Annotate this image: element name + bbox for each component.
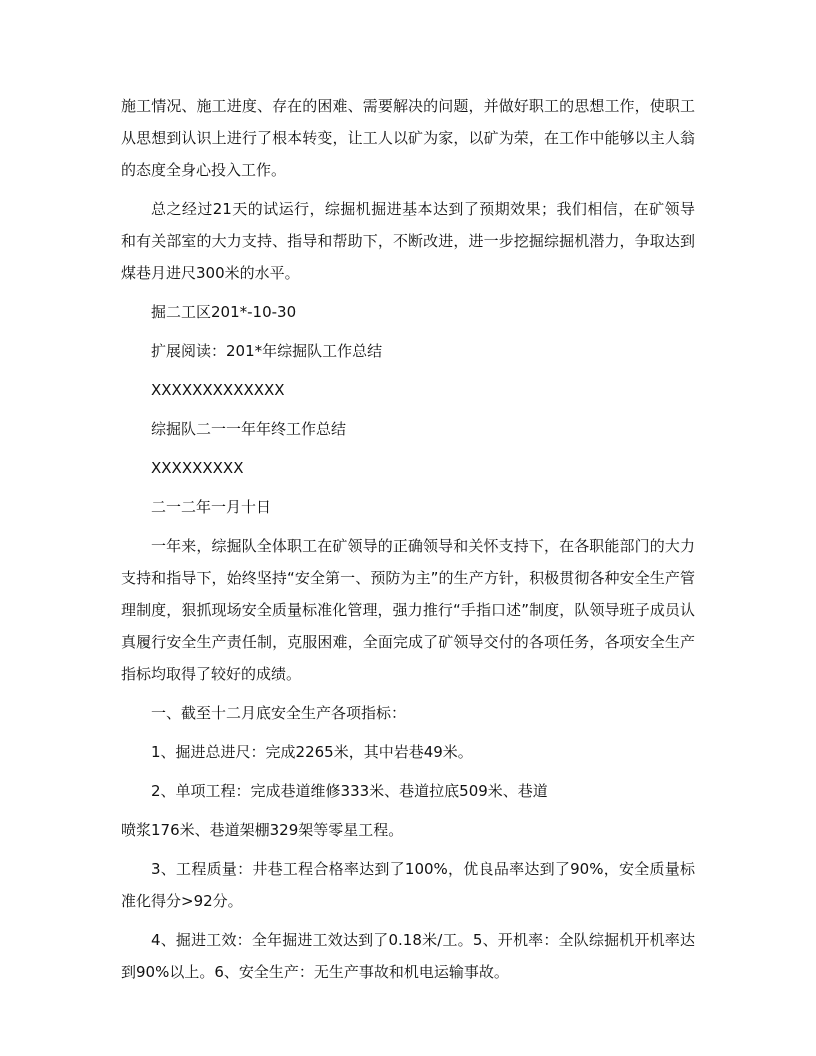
extended-reading-title: 扩展阅读：201*年综掘队工作总结 xyxy=(151,342,383,360)
indicator-footage: 1、掘进总进尺：完成2265米，其中岩巷49米。 xyxy=(151,743,473,761)
indicator-quality: 3、工程质量：井巷工程合格率达到了100%，优良品率达到了90%，安全质量标准化得分>92分。 xyxy=(121,860,695,910)
redacted-line: XXXXXXXXXXXXX xyxy=(151,381,285,399)
redacted-author: XXXXXXXXX xyxy=(151,459,244,477)
section-heading-indicators: 一、截至十二月底安全生产各项指标： xyxy=(151,704,407,722)
document-body xyxy=(121,90,695,995)
indicator-efficiency: 4、掘进工效：全年掘进工效达到了0.18米/工。5、开机率：全队综掘机开机率达到90%以上。6、安全生产：无生产事故和机电运输事故。 xyxy=(121,931,695,981)
indicator-single-projects-cont: 喷浆176米、巷道架棚329架等零星工程。 xyxy=(121,821,404,839)
paragraph-construction-status: 施工情况、施工进度、存在的困难、需要解决的问题，并做好职工的思想工作，使职工从思想到认识上进行了根本转变，让工人以矿为家，以矿为荣，在工作中能够以主人翁的态度全身心投入工作。 xyxy=(121,97,695,179)
paragraph-summary: 总之经过21天的试运行，综掘机掘进基本达到了预期效果；我们相信，在矿领导和有关部室的大力支持、指导和帮助下，不断改进，进一步挖掘综掘机潜力，争取达到煤巷月进尺300米的水平。 xyxy=(121,200,695,282)
paragraph-annual-overview: 一年来，综掘队全体职工在矿领导的正确领导和关怀支持下，在各职能部门的大力支持和指导下，始终坚持“安全第一、预防为主”的生产方针，积极贯彻各种安全生产管理制度，狠抓现场安全质量标准化管理，强力推行“手指口述”制度，队领导班子成员认真履行安全生产责任制，克服困难，全面完成了矿领导交付的各项任务，各项安全生产指标均取得了较好的成绩。 xyxy=(121,537,695,683)
report-title: 综掘队二一一年年终工作总结 xyxy=(151,420,347,438)
signature-date: 掘二工区201*-10-30 xyxy=(151,303,297,321)
indicator-single-projects: 2、单项工程：完成巷道维修333米、巷道拉底509米、巷道 xyxy=(151,782,548,800)
report-date: 二一二年一月十日 xyxy=(151,498,272,516)
